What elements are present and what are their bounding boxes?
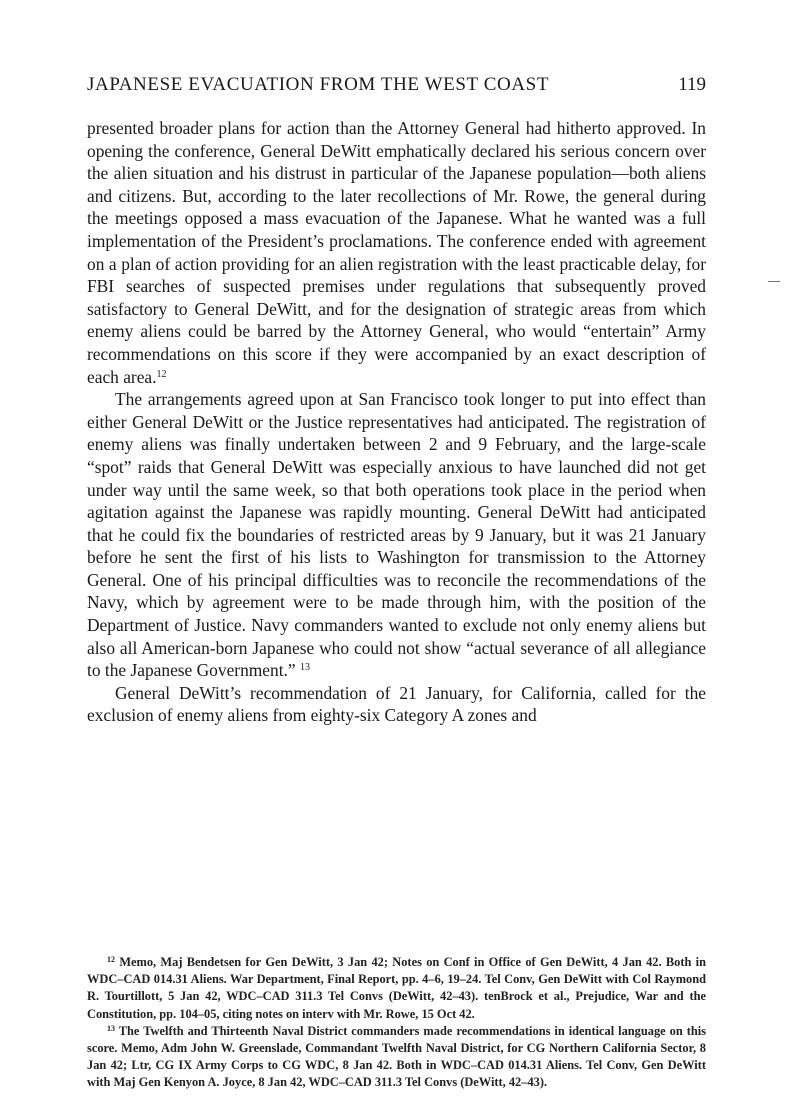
paragraph-text: The arrangements agreed upon at San Francisco took longer to put into effect than either General DeWitt or the Justice representatives had anticipated. The registration of enemy aliens was finally undertaken between 2 and 9 February, and the large-scale “spot” raids that General DeWitt was especially anxious to have launched did not get under way until the same week, so that both operations took place in the period when agitation against the Japanese was rapidly mounting. General DeWitt had anticipated that he could fix the boundaries of restricted areas by 9 January, but it was 21 January before he sent the first of his lists to Washington for transmission to the Attorney General. One of his principal difficulties was to reconcile the recommendations of the Navy, which by agreement were to be made through him, with the position of the Department of Justice. Navy commanders wanted to exclude not only enemy aliens but also all American-born Japanese who could not show “actual severance of all allegiance to the Japanese Government.”	[87, 389, 706, 681]
paragraph-1	[87, 117, 706, 388]
running-head: JAPANESE EVACUATION FROM THE WEST COAST	[87, 74, 550, 95]
paragraph-3	[87, 682, 706, 727]
footnote-12	[87, 954, 706, 1023]
margin-mark	[768, 281, 780, 282]
paragraph-text: General DeWitt’s recommendation of 21 January, for California, called for the exclusion of enemy aliens from eighty-six Category A zones and	[87, 682, 706, 726]
footnote-ref-12[interactable]: 12	[156, 368, 167, 380]
body-text	[87, 117, 706, 727]
footnote-text: The Twelfth and Thirteenth Naval District commanders made recommendations in identical language on this score. Memo, Adm John W. Greenslade, Commandant Twelfth Naval District, for CG Northern California Sector, 8 Jan 42; Ltr, CG IX Army Corps to CG WDC, 8 Jan 42. Both in WDC–CAD 014.31 Aliens. Tel Conv, Gen DeWitt with Maj Gen Kenyon A. Joyce, 8 Jan 42, WDC–CAD 311.3 Tel Convs (DeWitt, 42–43).	[87, 1023, 706, 1090]
footnotes	[87, 954, 706, 1092]
footnote-number: 12	[107, 955, 115, 964]
footnote-13	[87, 1023, 706, 1092]
paragraph-2	[87, 388, 706, 682]
page-number: 119	[678, 74, 706, 95]
footnote-number: 13	[107, 1023, 115, 1033]
page-header	[87, 74, 706, 104]
footnote-ref-13[interactable]: 13	[299, 662, 310, 674]
paragraph-text: presented broader plans for action than the Attorney General had hitherto approved. In opening the conference, General DeWitt emphatically declared his serious concern over the alien situation and his distrust in particular of the Japanese population—both aliens and citizens. But, according to the later recollections of Mr. Rowe, the general during the meetings opposed a mass evacuation of the Japanese. What he wanted was a full implementation of the President’s proclamations. The conference ended with agreement on a plan of action providing for an alien registration with the least practicable delay, for FBI searches of suspected premises under regulations that subsequently proved satisfactory to General DeWitt, and for the designation of strategic areas from which enemy aliens could be barred by the Attorney General, who would “entertain” Army recommendations on this score if they were accompanied by an exact description of each area.	[87, 118, 706, 387]
footnote-text: Memo, Maj Bendetsen for Gen DeWitt, 3 Jan 42; Notes on Conf in Office of Gen DeWitt, 4 Jan 42. Both in WDC–CAD 014.31 Aliens. War Department, Final Report, pp. 4–6, 19–24. Tel Conv, Gen DeWitt with Col Raymond R. Tourtillott, 5 Jan 42, WDC–CAD 311.3 Tel Convs (DeWitt, 42–43). tenBrock et al., Prejudice, War and the Constitution, pp. 104–05, citing notes on interv with Mr. Rowe, 15 Oct 42.	[87, 955, 706, 1021]
